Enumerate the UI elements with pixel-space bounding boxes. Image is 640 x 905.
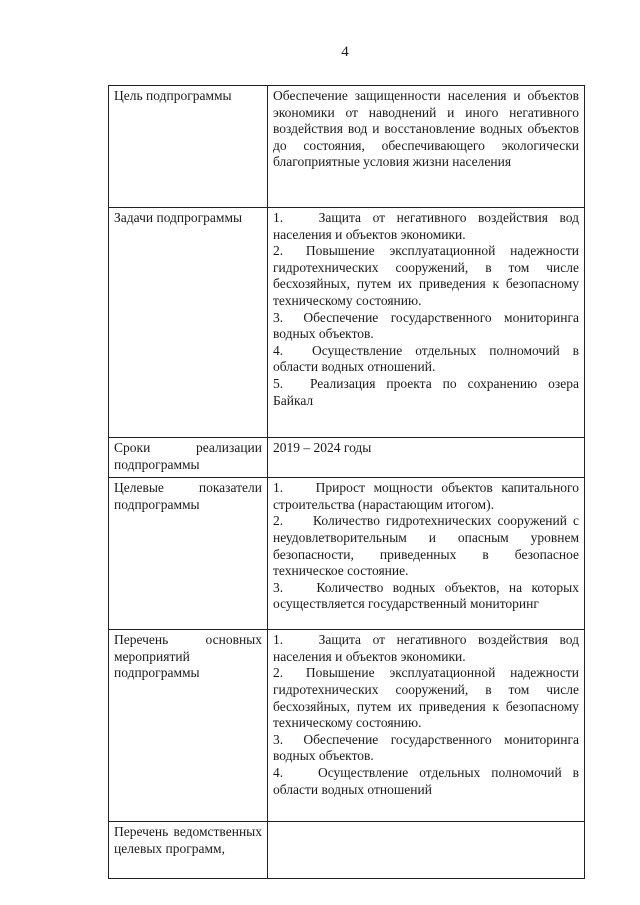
indicators-list	[268, 478, 585, 630]
item-text: Защита от негативного воздействия вод населения и объектов экономики.	[273, 632, 579, 664]
measures-label: Перечень основных мероприятий подпрограммы	[109, 630, 268, 822]
item-number: 1.	[273, 480, 284, 496]
item-text: Обеспечение государственного мониторинга водных объектов.	[273, 731, 580, 764]
list-item	[273, 632, 579, 665]
item-text: Защита от негативного воздействия вод населения и объектов экономики.	[273, 210, 579, 242]
programs-text	[268, 822, 585, 879]
list-item	[273, 210, 579, 243]
item-text: Повышение эксплуатационной надежности гидротехнических сооружений, в том числе бесхозяйных, путем их приведения к безопасному техническому состоянию.	[273, 665, 579, 731]
goal-label: Цель подпрограммы	[109, 86, 268, 208]
list-item	[273, 310, 579, 343]
page-number: 4	[341, 44, 349, 60]
item-number: 1.	[273, 210, 284, 225]
dates-row	[109, 438, 585, 478]
item-number: 1.	[273, 632, 284, 648]
dates-label: Сроки реализации подпрограммы	[109, 438, 268, 478]
item-number: 2.	[273, 513, 284, 529]
tasks-label: Задачи подпрограммы	[109, 208, 268, 438]
list-item	[273, 513, 579, 579]
item-text: Осуществление отдельных полномочий в области водных отношений.	[273, 342, 579, 375]
measures-row	[109, 630, 585, 822]
list-item	[273, 765, 579, 798]
list-item	[273, 732, 579, 765]
item-text: Осуществление отдельных полномочий в области водных отношений	[273, 764, 579, 797]
programs-row	[109, 822, 585, 879]
goal-row	[109, 86, 585, 208]
list-item	[273, 665, 579, 731]
tasks-list	[268, 208, 585, 438]
goal-text: Обеспечение защищенности населения и объектов экономики от наводнений и иного негативного воздействия вод и восстановление водных объектов до состояния, обеспечивающего экологически благоприятные условия жизни населения	[268, 86, 585, 208]
dates-text: 2019 – 2024 годы	[268, 438, 585, 478]
item-text: Обеспечение государственного мониторинга водных объектов.	[273, 309, 580, 342]
measures-list	[268, 630, 585, 822]
list-item	[273, 376, 579, 409]
programs-label: Перечень ведомственных целевых программ,	[109, 822, 268, 879]
item-text: Повышение эксплуатационной надежности гидротехнических сооружений, в том числе бесхозяйных, путем их приведения к безопасному техническому состоянию.	[273, 243, 579, 308]
item-text: Количество водных объектов, на которых осуществляется государственный мониторинг	[273, 579, 580, 612]
item-text: Реализация проекта по сохранению озера Байкал	[273, 375, 579, 408]
list-item	[273, 580, 579, 613]
list-item	[273, 480, 579, 513]
list-item	[273, 343, 579, 376]
item-number: 3.	[273, 309, 284, 325]
item-number: 2.	[273, 665, 284, 681]
list-item	[273, 243, 579, 309]
item-text: Прирост мощности объектов капитального строительства (нарастающим итогом).	[273, 480, 580, 512]
indicators-row	[109, 478, 585, 630]
subprogram-passport-table	[108, 85, 585, 879]
item-number: 4.	[273, 342, 284, 358]
indicators-label: Целевые показатели подпрограммы	[109, 478, 268, 630]
item-text: Количество гидротехнических сооружений с неудовлетворительным и опасным уровнем безопасности, приведенных в безопасное техническое состояние.	[273, 513, 580, 579]
item-number: 3.	[273, 731, 284, 747]
item-number: 2.	[273, 243, 284, 259]
item-number: 4.	[273, 764, 284, 780]
item-number: 5.	[273, 375, 284, 391]
tasks-row	[109, 208, 585, 438]
item-number: 3.	[273, 579, 284, 595]
